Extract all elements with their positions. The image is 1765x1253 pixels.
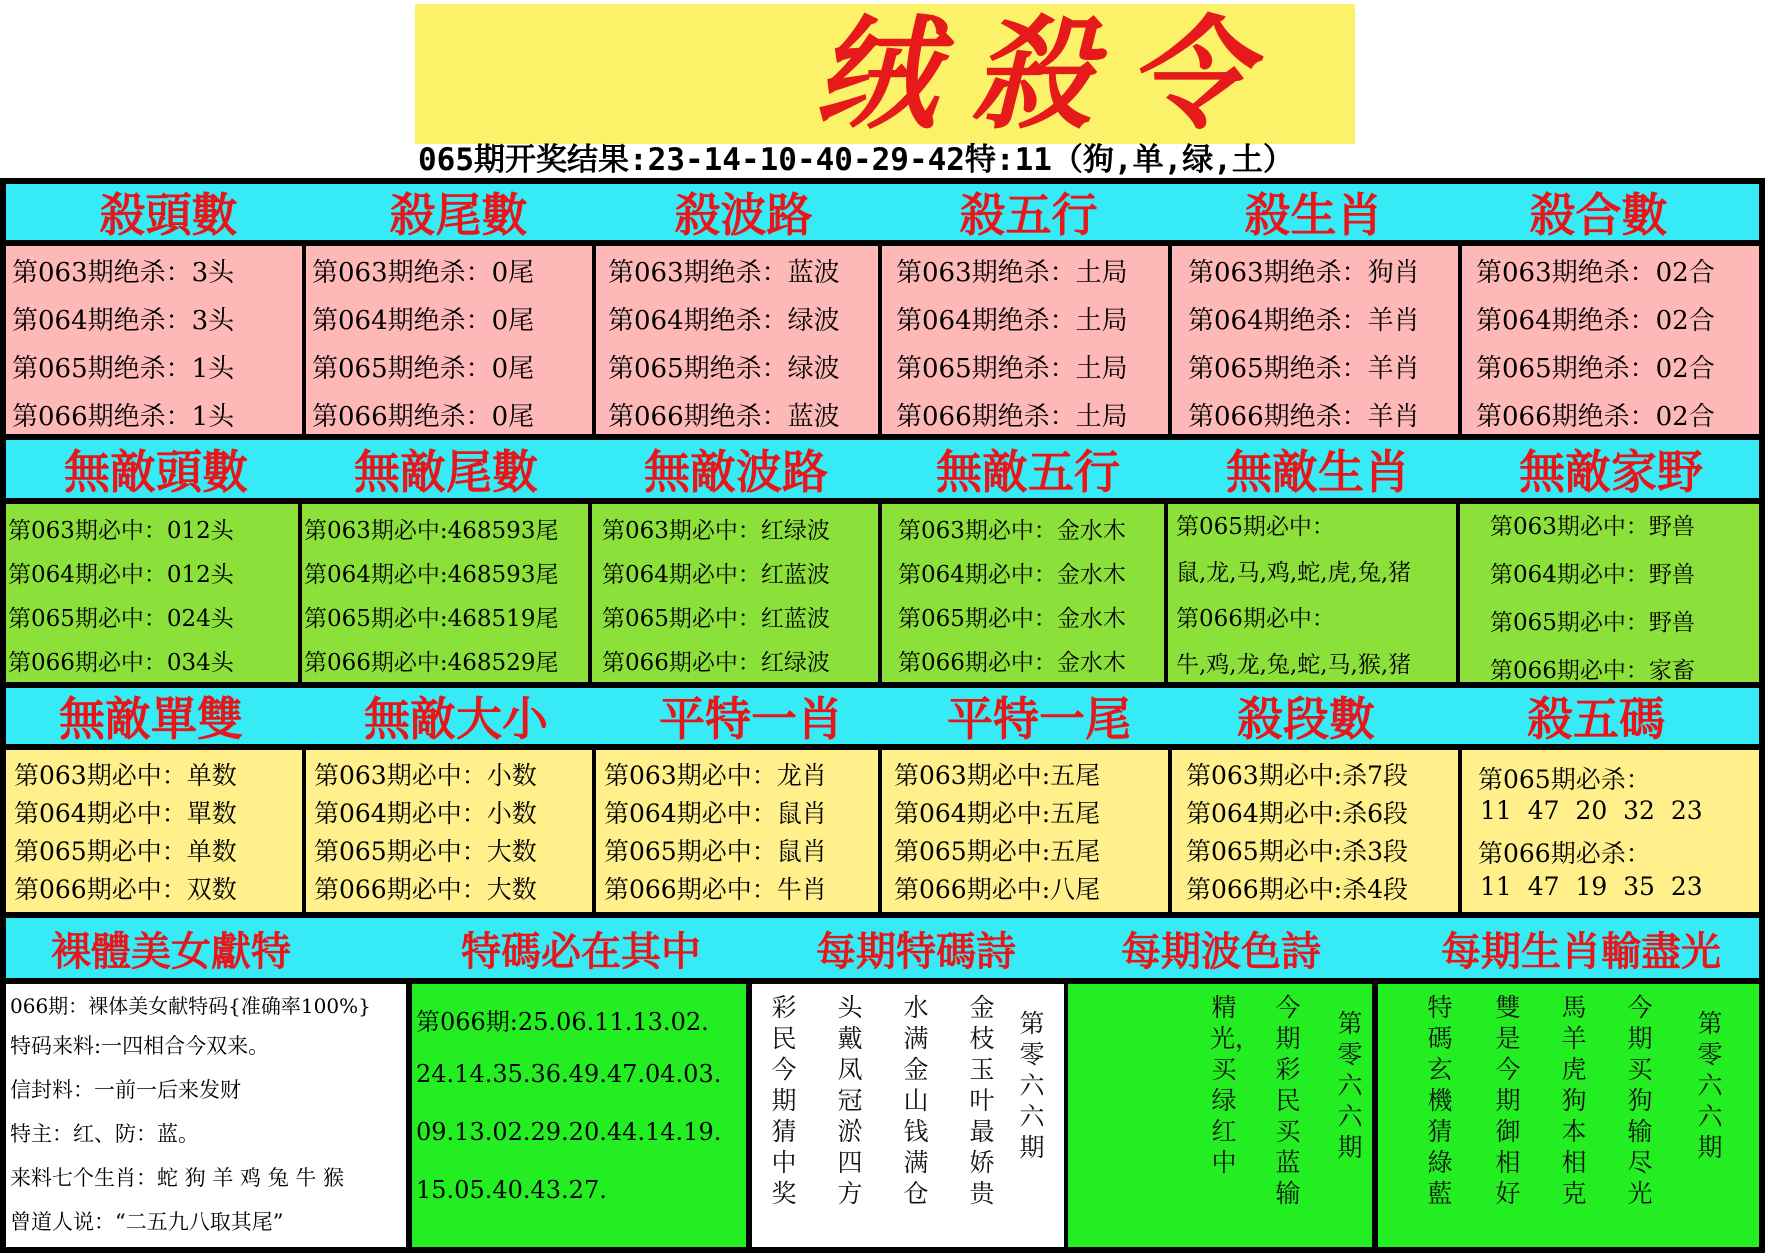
list-item: 第065期必中:杀3段 [1186,837,1409,866]
list-item: 第064期必中:杀6段 [1186,799,1409,828]
list-item: 第064期必中：012头 [8,562,234,588]
list-item: 第065期必中： [1176,514,1335,540]
list-item: 第065期绝杀：绿波 [608,354,840,384]
list-item: 牛,鸡,龙,兔,蛇,马,猴,猪 [1176,652,1412,678]
list-item: 第066期绝杀：土局 [896,402,1128,432]
list-item: 第066期必杀： [1478,839,1651,868]
list-item: 第066期必中：金水木 [898,650,1126,676]
header-nude-beauty: 裸體美女獻特 [51,928,291,975]
list-item: 曾道人说：“二五九八取其尾” [10,1210,284,1234]
page-title: 绒殺令 [815,4,1283,146]
header-kill-segment: 殺段數 [1237,692,1375,746]
list-item: 第064期必中:五尾 [894,799,1101,828]
main-board [0,178,1765,1253]
list-item: 第063期绝杀：蓝波 [608,258,840,288]
list-item: 第064期必中：野兽 [1490,562,1695,588]
poem-column: 雙是今期御相好 [1495,993,1521,1208]
sure-wave-cell [592,504,878,682]
header-big-small: 無敵大小 [364,692,548,746]
poem-column: 第零六六期 [1337,1009,1363,1162]
poem-column: 精光，买绿红中 [1210,993,1261,1177]
list-item: 第066期必中:八尾 [894,875,1101,904]
header-kill-tail: 殺尾數 [389,188,528,242]
list-item: 第065期必中：鼠肖 [604,837,827,866]
header-kill-element: 殺五行 [959,188,1098,242]
list-item: 第063期必中：野兽 [1490,514,1695,540]
draw-result: 065期开奖结果:23-14-10-40-29-42特:11（狗,单,绿,土） [418,142,1294,178]
list-item: 信封料：一前一后来发财 [10,1078,241,1102]
list-item: 第064期绝杀：0尾 [312,306,535,336]
big-small-cell [306,750,592,912]
list-item: 第063期必中：红绿波 [602,518,830,544]
special-poem-cell [752,984,1064,1247]
list-item: 第066期必中：牛肖 [604,875,827,904]
list-item: 第064期必中：小数 [314,799,537,828]
list-item: 第065期必中：野兽 [1490,610,1695,636]
wave-poem-cell [1068,984,1372,1247]
header-sure-zodiac: 無敵生肖 [1226,445,1410,499]
list-item: 第065期必中：单数 [14,837,237,866]
list-item: 第064期必中：红蓝波 [602,562,830,588]
sure-zodiac-cell [1168,504,1456,682]
kill-element-cell [882,246,1168,434]
list-item: 第063期必中：小数 [314,761,537,790]
header-sure-tail: 無敵尾數 [354,445,538,499]
list-item: 24.14.35.36.49.47.04.03. [416,1060,722,1088]
list-item: 第066期必中：大数 [314,875,537,904]
list-item: 鼠,龙,马,鸡,蛇,虎,兔,猪 [1176,560,1412,586]
list-item: 第064期绝杀：羊肖 [1188,306,1420,336]
list-item: 第064期绝杀：02合 [1476,306,1715,336]
section3-header-row [6,688,1759,744]
kill-zodiac-cell [1172,246,1458,434]
list-item: 第063期必中:468593尾 [304,518,559,544]
list-item: 第064期绝杀：绿波 [608,306,840,336]
poem-column: 水满金山钱满仓 [903,993,929,1208]
header-sure-element: 無敵五行 [936,445,1120,499]
list-item: 第064期绝杀：3头 [12,306,235,336]
list-item: 第065期必杀： [1478,765,1651,794]
zodiac-lose-cell [1378,984,1759,1247]
list-item: 第065期绝杀：02合 [1476,354,1715,384]
list-item: 第064期必中：鼠肖 [604,799,827,828]
list-item: 第063期必中：龙肖 [604,761,827,790]
header-flat-zodiac: 平特一肖 [659,692,843,746]
poem-column: 第零六六期 [1019,1009,1045,1162]
list-item: 第066期绝杀：02合 [1476,402,1715,432]
list-item: 第066期必中：红绿波 [602,650,830,676]
flat-zodiac-cell [596,750,878,912]
list-item: 066期：裸体美女献特码{准确率100%} [10,994,371,1018]
sure-tail-cell [302,504,588,682]
list-item: 第066期必中：家畜 [1490,658,1695,682]
header-kill-five-numbers: 殺五碼 [1527,692,1665,746]
list-item: 第063期绝杀：0尾 [312,258,535,288]
header-flat-tail: 平特一尾 [947,692,1131,746]
kill-sum-cell [1462,246,1759,434]
list-item: 第063期绝杀：3头 [12,258,235,288]
list-item: 第066期必中:468529尾 [304,650,559,676]
list-item: 第065期绝杀：土局 [896,354,1128,384]
poem-column: 头戴凤冠淤四方 [837,993,863,1208]
header-kill-wave: 殺波路 [674,188,813,242]
section1-header-row [6,184,1759,240]
list-item: 第066期绝杀：1头 [12,402,235,432]
list-item: 15.05.40.43.27. [416,1176,607,1204]
list-item: 第066期绝杀：羊肖 [1188,402,1420,432]
list-item: 第064期必中:468593尾 [304,562,559,588]
poem-column: 今期彩民买蓝输 [1275,993,1301,1208]
kill-tail-cell [306,246,592,434]
list-item: 第066期绝杀：蓝波 [608,402,840,432]
list-item: 第066期必中：双数 [14,875,237,904]
list-item: 第063期绝杀：狗肖 [1188,258,1420,288]
section2-header-row [6,440,1759,498]
header-kill-sum: 殺合數 [1529,188,1668,242]
list-item: 第063期必中:杀7段 [1186,761,1409,790]
list-item: 第063期绝杀：土局 [896,258,1128,288]
list-item: 第064期必中：金水木 [898,562,1126,588]
header-sure-head: 無敵頭數 [64,445,248,499]
poem-column: 今期买狗输尽光 [1627,993,1653,1208]
list-item: 第066期必中:杀4段 [1186,875,1409,904]
header-odd-even: 無敵單雙 [59,692,243,746]
sure-element-cell [882,504,1164,682]
list-item: 第065期必中：大数 [314,837,537,866]
list-item: 第065期绝杀：0尾 [312,354,535,384]
list-item: 第065期必中:468519尾 [304,606,559,632]
list-item: 第065期绝杀：羊肖 [1188,354,1420,384]
list-item: 第063期必中：金水木 [898,518,1126,544]
poem-column: 特碼玄機猜綠藍 [1427,993,1453,1208]
kill-head-cell [6,246,302,434]
header-special-inside: 特碼必在其中 [461,928,701,975]
header-wave-poem: 每期波色詩 [1121,928,1321,975]
poem-column: 馬羊虎狗本相克 [1561,993,1587,1208]
list-item: 来料七个生肖：蛇 狗 羊 鸡 兔 牛 猴 [10,1166,345,1190]
list-item: 第065期必中:五尾 [894,837,1101,866]
list-item: 第066期必中：034头 [8,650,234,676]
header-kill-zodiac: 殺生肖 [1244,188,1383,242]
list-item: 第065期必中：金水木 [898,606,1126,632]
list-item: 第064期绝杀：土局 [896,306,1128,336]
list-item: 11 47 19 35 23 [1480,872,1703,901]
domestic-wild-cell [1460,504,1759,682]
list-item: 特主：红、防：蓝。 [10,1122,199,1146]
list-item: 第066期必中： [1176,606,1335,632]
poem-column: 第零六六期 [1697,1009,1723,1162]
header-domestic-wild: 無敵家野 [1519,445,1703,499]
list-item: 第065期绝杀：1头 [12,354,235,384]
list-item: 特码来料:一四相合今双来。 [10,1034,270,1058]
header-zodiac-lose: 每期生肖輸盡光 [1441,928,1721,975]
list-item: 第063期必中：012头 [8,518,234,544]
header-kill-head: 殺頭數 [99,188,238,242]
special-inside-cell [412,984,746,1247]
poem-column: 金枝玉叶最娇贵 [969,993,995,1208]
odd-even-cell [6,750,302,912]
nude-beauty-cell [6,984,406,1247]
header-special-poem: 每期特碼詩 [816,928,1016,975]
list-item: 第066期:25.06.11.13.02. [416,1008,709,1036]
list-item: 第066期绝杀：0尾 [312,402,535,432]
list-item: 第063期必中:五尾 [894,761,1101,790]
kill-five-numbers-cell [1462,750,1759,912]
list-item: 第063期绝杀：02合 [1476,258,1715,288]
sure-head-cell [6,504,298,682]
section4-header-row [6,918,1759,978]
list-item: 11 47 20 32 23 [1480,796,1703,825]
kill-segment-cell [1172,750,1458,912]
list-item: 09.13.02.29.20.44.14.19. [416,1118,722,1146]
list-item: 第065期必中：红蓝波 [602,606,830,632]
flat-tail-cell [882,750,1168,912]
kill-wave-cell [596,246,878,434]
poem-column: 彩民今期猜中奖 [771,993,797,1208]
list-item: 第063期必中：单数 [14,761,237,790]
list-item: 第065期必中：024头 [8,606,234,632]
list-item: 第064期必中：單数 [14,799,237,828]
header-sure-wave: 無敵波路 [644,445,828,499]
